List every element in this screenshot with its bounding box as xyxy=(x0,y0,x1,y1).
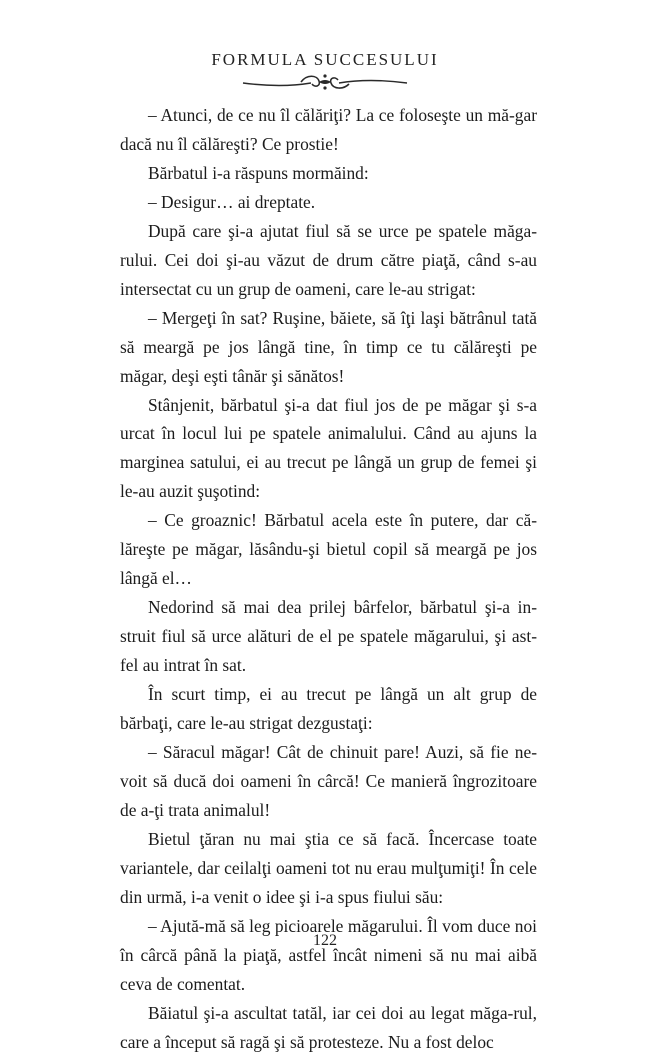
paragraph: – Desigur… ai dreptate. xyxy=(148,191,316,212)
paragraph: După care şi-a ajutat fiul să se urce pe spatele măga-rului. Cei doi şi-au văzut de drum către piaţă, când s-au intersectat cu un grup de oameni, care le-au strigat: xyxy=(120,220,537,299)
running-title: FORMULA SUCCESULUI xyxy=(211,50,439,69)
page-number: 122 xyxy=(313,932,337,949)
flourish-divider-icon xyxy=(241,72,409,92)
paragraph: Bărbatul i-a răspuns mormăind: xyxy=(148,162,369,183)
body-text xyxy=(120,101,537,1056)
paragraph: Băiatul şi-a ascultat tatăl, iar cei doi au legat măga-rul, care a început să ragă şi să protesteze. Nu a fost deloc xyxy=(120,1002,537,1052)
paragraph: Bietul ţăran nu mai ştia ce să facă. Încercase toate variantele, dar ceilalţi oameni tot nu erau mulţumiţi! În cele din urmă, i-a venit o idee şi i-a spus fiului său: xyxy=(120,828,537,907)
paragraph: – Ajută-mă să leg picioarele măgarului. Îl vom duce noi în cârcă până la piaţă, astfel încât nimeni să nu mai aibă ceva de comentat. xyxy=(120,915,537,994)
paragraph: – Atunci, de ce nu îl călăriţi? La ce foloseşte un mă-gar dacă nu îl călăreşti? Ce prostie! xyxy=(120,105,537,154)
paragraph: Nedorind să mai dea prilej bârfelor, bărbatul şi-a in-struit fiul să urce alături de el pe spatele măgarului, şi ast-fel au intrat în sat. xyxy=(120,597,537,676)
paragraph: În scurt timp, ei au trecut pe lângă un alt grup de bărbaţi, care le-au strigat dezgustaţi: xyxy=(120,684,537,734)
paragraph: – Ce groaznic! Bărbatul acela este în putere, dar că-lăreşte pe măgar, lăsându-şi bietul copil să meargă pe jos lângă el… xyxy=(120,510,537,589)
paragraph: – Săracul măgar! Cât de chinuit pare! Auzi, să fie ne-voit să ducă doi oameni în cârcă! Ce manieră îngrozitoare de a-ţi trata animalul! xyxy=(120,741,537,820)
paragraph: – Mergeţi în sat? Ruşine, băiete, să îţi laşi bătrânul tată să meargă pe jos lângă tine, în timp ce tu călăreşti pe măgar, deşi eşti tânăr şi sănătos! xyxy=(120,307,537,386)
paragraph: Stânjenit, bărbatul şi-a dat fiul jos de pe măgar şi s-a urcat în locul lui pe spatele animalului. Când au ajuns la marginea satului, ei au trecut pe lângă un grup de femei şi le-au auzit şuşotind: xyxy=(120,394,537,502)
